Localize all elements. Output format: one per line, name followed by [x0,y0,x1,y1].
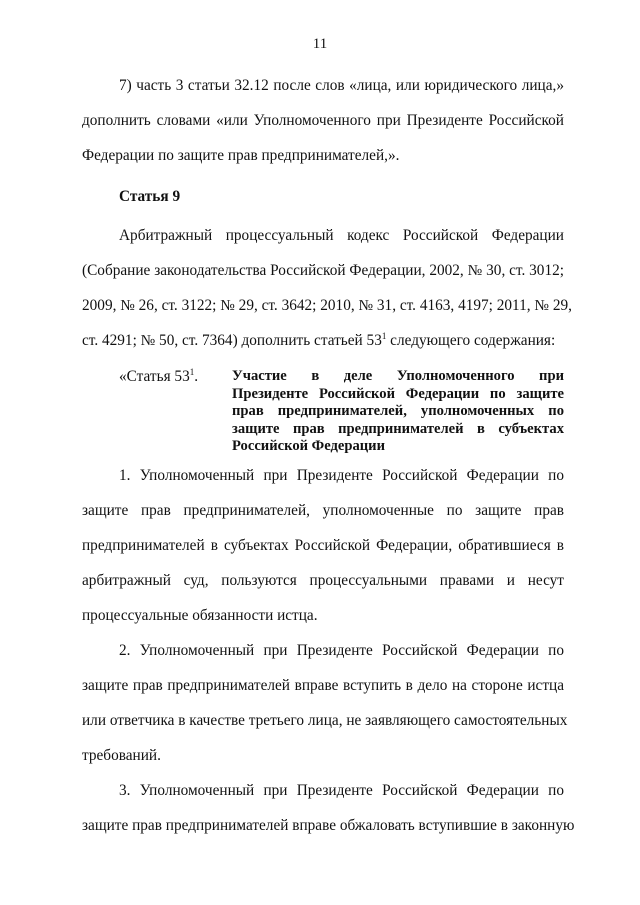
document-body [82,68,575,843]
text-line: защите прав предпринимателей, уполномоченные по защите прав [82,502,564,519]
clause-1-paragraph [82,458,564,633]
text-line: Федерации по защите прав предпринимателей,». [82,147,400,164]
text-line: защите прав предпринимателей вправе обжаловать вступившие в законную [82,817,575,834]
text-line: Арбитражный процессуальный кодекс Российской Федерации [119,227,564,244]
text-line: процессуальные обязанности истца. [82,607,318,624]
title-line: прав предпринимателей, уполномоченных по [232,403,564,419]
text-line: 7) часть 3 статьи 32.12 после слов «лица, или юридического лица,» [119,77,564,94]
new-article-header [82,366,564,454]
page-number: 11 [312,36,328,52]
text-line: требований. [82,747,161,764]
superscript: 1 [189,366,195,377]
article-9-heading: Статья 9 [119,188,181,205]
new-article-title [232,368,564,456]
text-line: арбитражный суд, пользуются процессуальными правами и несут [82,572,564,589]
text-line: 1. Уполномоченный при Президенте Российской Федерации по [119,467,564,484]
item-7-paragraph [82,68,564,173]
text-line [82,323,564,358]
title-line: Президенте Российской Федерации по защите [232,385,564,402]
article-label-text: «Статья 53 [119,368,190,385]
text-line: 3. Уполномоченный при Президенте Российской Федерации по [119,782,564,799]
title-line: Российской Федерации [232,438,385,454]
text-line: 2009, № 26, ст. 3122; № 29, ст. 3642; 2010, № 31, ст. 4163, 4197; 2011, № 29, [82,297,572,314]
article-9-intro-paragraph [82,218,572,358]
article-label-suffix: . [194,368,199,385]
text-fragment: следующего содержания: [386,332,556,349]
text-fragment: ст. 4291; № 50, ст. 7364) дополнить статьей 53 [82,332,382,349]
text-line: предпринимателей в субъектах Российской Федерации, обратившиеся в [82,537,564,554]
text-line: или ответчика в качестве третьего лица, не заявляющего самостоятельных [82,712,568,729]
title-line: защите прав предпринимателей в субъектах [232,420,564,437]
superscript: 1 [381,330,387,341]
clause-3-paragraph [82,773,575,843]
text-line: защите прав предпринимателей вправе вступить в дело на стороне истца [82,677,564,694]
text-line: (Собрание законодательства Российской Федерации, 2002, № 30, ст. 3012; [82,262,564,279]
title-line: Участие в деле Уполномоченного при [232,368,564,384]
text-line: дополнить словами «или Уполномоченного при Президенте Российской [82,112,564,129]
new-article-label [119,368,198,386]
text-line: 2. Уполномоченный при Президенте Российской Федерации по [119,642,564,659]
clause-2-paragraph [82,633,568,773]
